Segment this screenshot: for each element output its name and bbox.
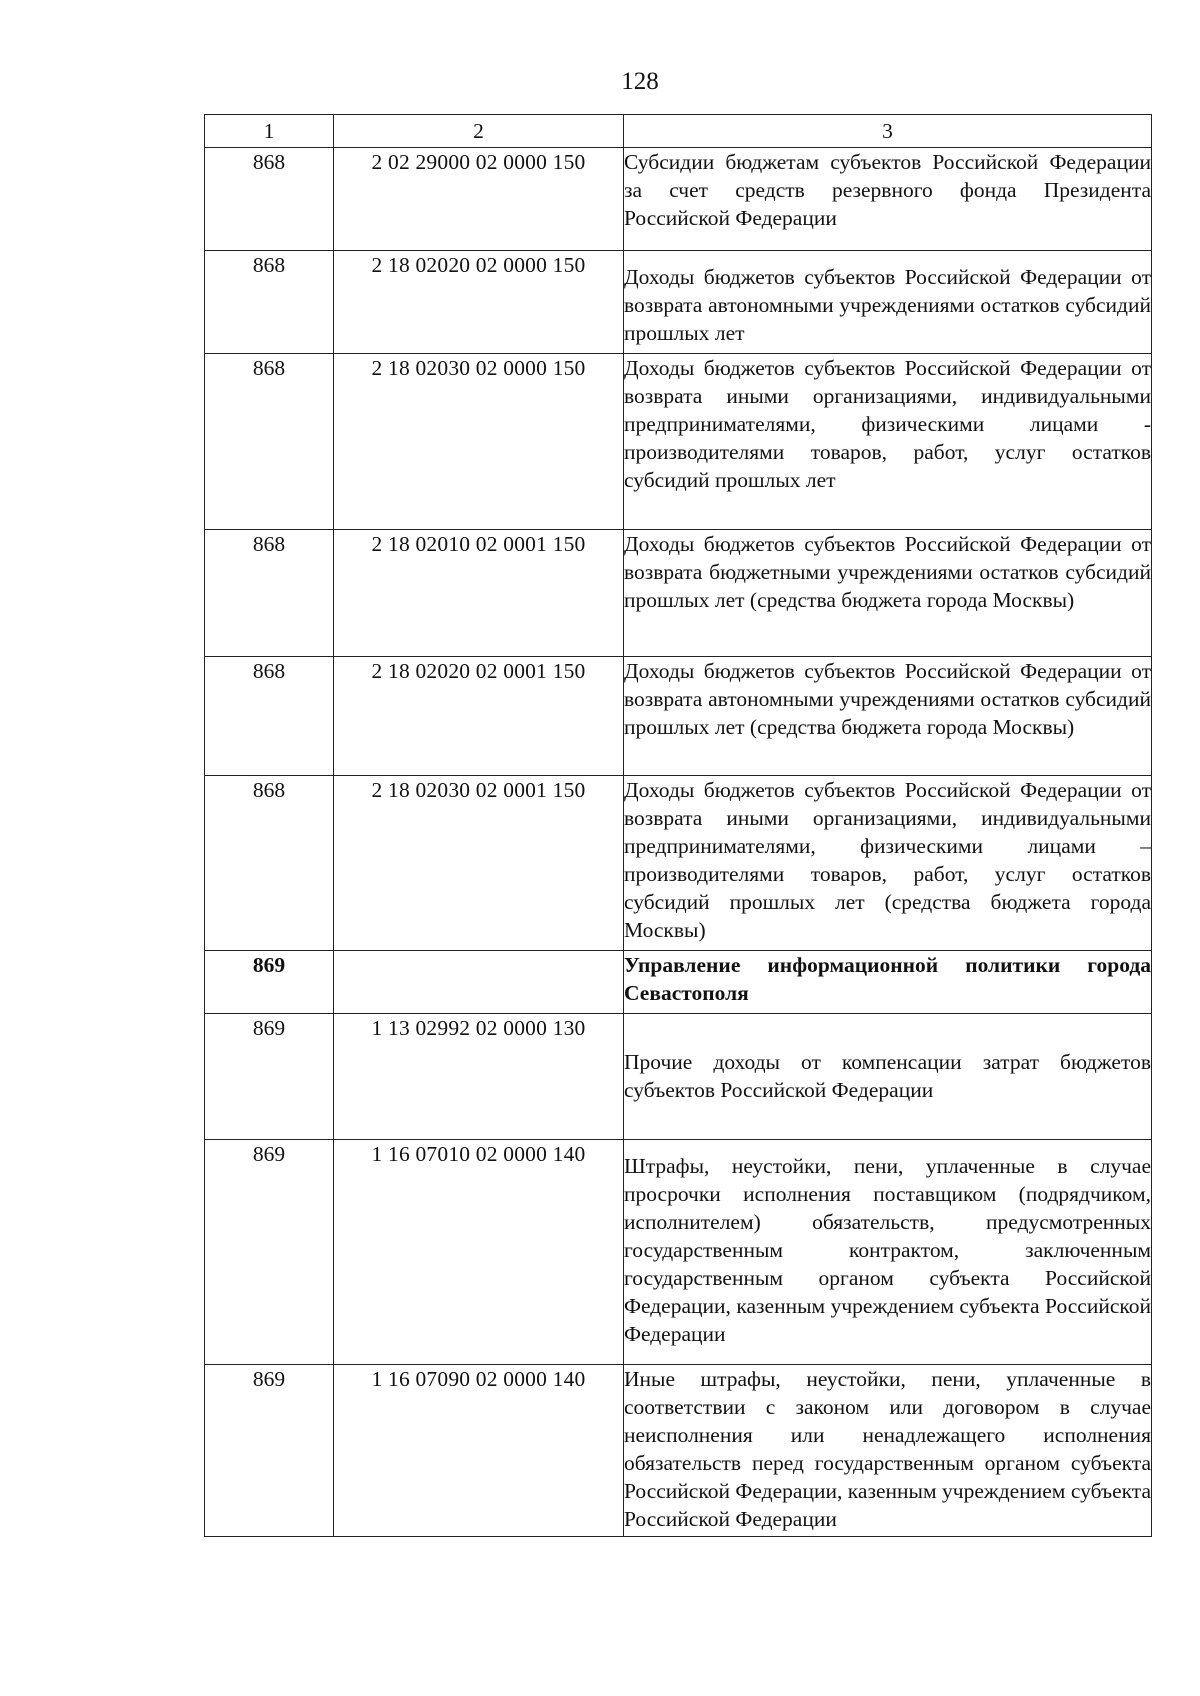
admin-code-cell: 869	[205, 1140, 334, 1365]
income-name-cell: Доходы бюджетов субъектов Российской Федерации от возврата автономными учреждениями остатков субсидий прошлых лет	[624, 251, 1152, 354]
budget-code-cell: 2 18 02030 02 0000 150	[334, 354, 624, 530]
income-name-cell: Доходы бюджетов субъектов Российской Федерации от возврата иными организациями, индивидуальными предпринимателями, физическими лицами – производителями товаров, работ, услуг остатков субсидий прошлых лет (средства бюджета города Москвы)	[624, 776, 1152, 951]
admin-code-cell: 868	[205, 251, 334, 354]
table-row	[205, 1140, 1152, 1365]
income-name-cell: Иные штрафы, неустойки, пени, уплаченные в соответствии с законом или договором в случае неисполнения или ненадлежащего исполнения обязательств перед государственным органом субъекта Российской Федерации, казенным учреждением субъекта Российской Федерации	[624, 1365, 1152, 1537]
table-row	[205, 148, 1152, 251]
budget-code-cell: 1 13 02992 02 0000 130	[334, 1014, 624, 1140]
revenue-codes-table	[204, 114, 1152, 1537]
admin-code-cell: 869	[205, 1365, 334, 1537]
budget-code-cell: 2 18 02010 02 0001 150	[334, 530, 624, 657]
table-row	[205, 776, 1152, 951]
table-row	[205, 1014, 1152, 1140]
budget-code-cell: 2 18 02020 02 0001 150	[334, 657, 624, 776]
budget-code-cell	[334, 951, 624, 1014]
income-name-cell: Доходы бюджетов субъектов Российской Федерации от возврата бюджетными учреждениями остатков субсидий прошлых лет (средства бюджета города Москвы)	[624, 530, 1152, 657]
admin-code-cell: 869	[205, 951, 334, 1014]
income-name-cell: Штрафы, неустойки, пени, уплаченные в случае просрочки исполнения поставщиком (подрядчиком, исполнителем) обязательств, предусмотренных государственным контрактом, заключенным государственным органом субъекта Российской Федерации, казенным учреждением субъекта Российской Федерации	[624, 1140, 1152, 1365]
income-name-cell: Доходы бюджетов субъектов Российской Федерации от возврата иными организациями, индивидуальными предпринимателями, физическими лицами - производителями товаров, работ, услуг остатков субсидий прошлых лет	[624, 354, 1152, 530]
table-row-organization	[205, 951, 1152, 1014]
income-name-cell: Субсидии бюджетам субъектов Российской Федерации за счет средств резервного фонда Президента Российской Федерации	[624, 148, 1152, 251]
admin-code-cell: 868	[205, 657, 334, 776]
income-name-cell: Прочие доходы от компенсации затрат бюджетов субъектов Российской Федерации	[624, 1014, 1152, 1140]
column-header-3: 3	[624, 115, 1152, 148]
table-row	[205, 657, 1152, 776]
admin-code-cell: 869	[205, 1014, 334, 1140]
budget-code-cell: 1 16 07010 02 0000 140	[334, 1140, 624, 1365]
budget-code-cell: 2 02 29000 02 0000 150	[334, 148, 624, 251]
table-header-row	[205, 115, 1152, 148]
table-row	[205, 530, 1152, 657]
column-header-1: 1	[205, 115, 334, 148]
admin-code-cell: 868	[205, 776, 334, 951]
table-row	[205, 354, 1152, 530]
organization-name-cell: Управление информационной политики города Севастополя	[624, 951, 1152, 1014]
column-header-2: 2	[334, 115, 624, 148]
budget-code-cell: 2 18 02020 02 0000 150	[334, 251, 624, 354]
budget-code-cell: 1 16 07090 02 0000 140	[334, 1365, 624, 1537]
admin-code-cell: 868	[205, 354, 334, 530]
budget-code-cell: 2 18 02030 02 0001 150	[334, 776, 624, 951]
admin-code-cell: 868	[205, 148, 334, 251]
table-row	[205, 1365, 1152, 1537]
table-row	[205, 251, 1152, 354]
admin-code-cell: 868	[205, 530, 334, 657]
page-number: 128	[621, 68, 659, 95]
income-name-cell: Доходы бюджетов субъектов Российской Федерации от возврата автономными учреждениями остатков субсидий прошлых лет (средства бюджета города Москвы)	[624, 657, 1152, 776]
